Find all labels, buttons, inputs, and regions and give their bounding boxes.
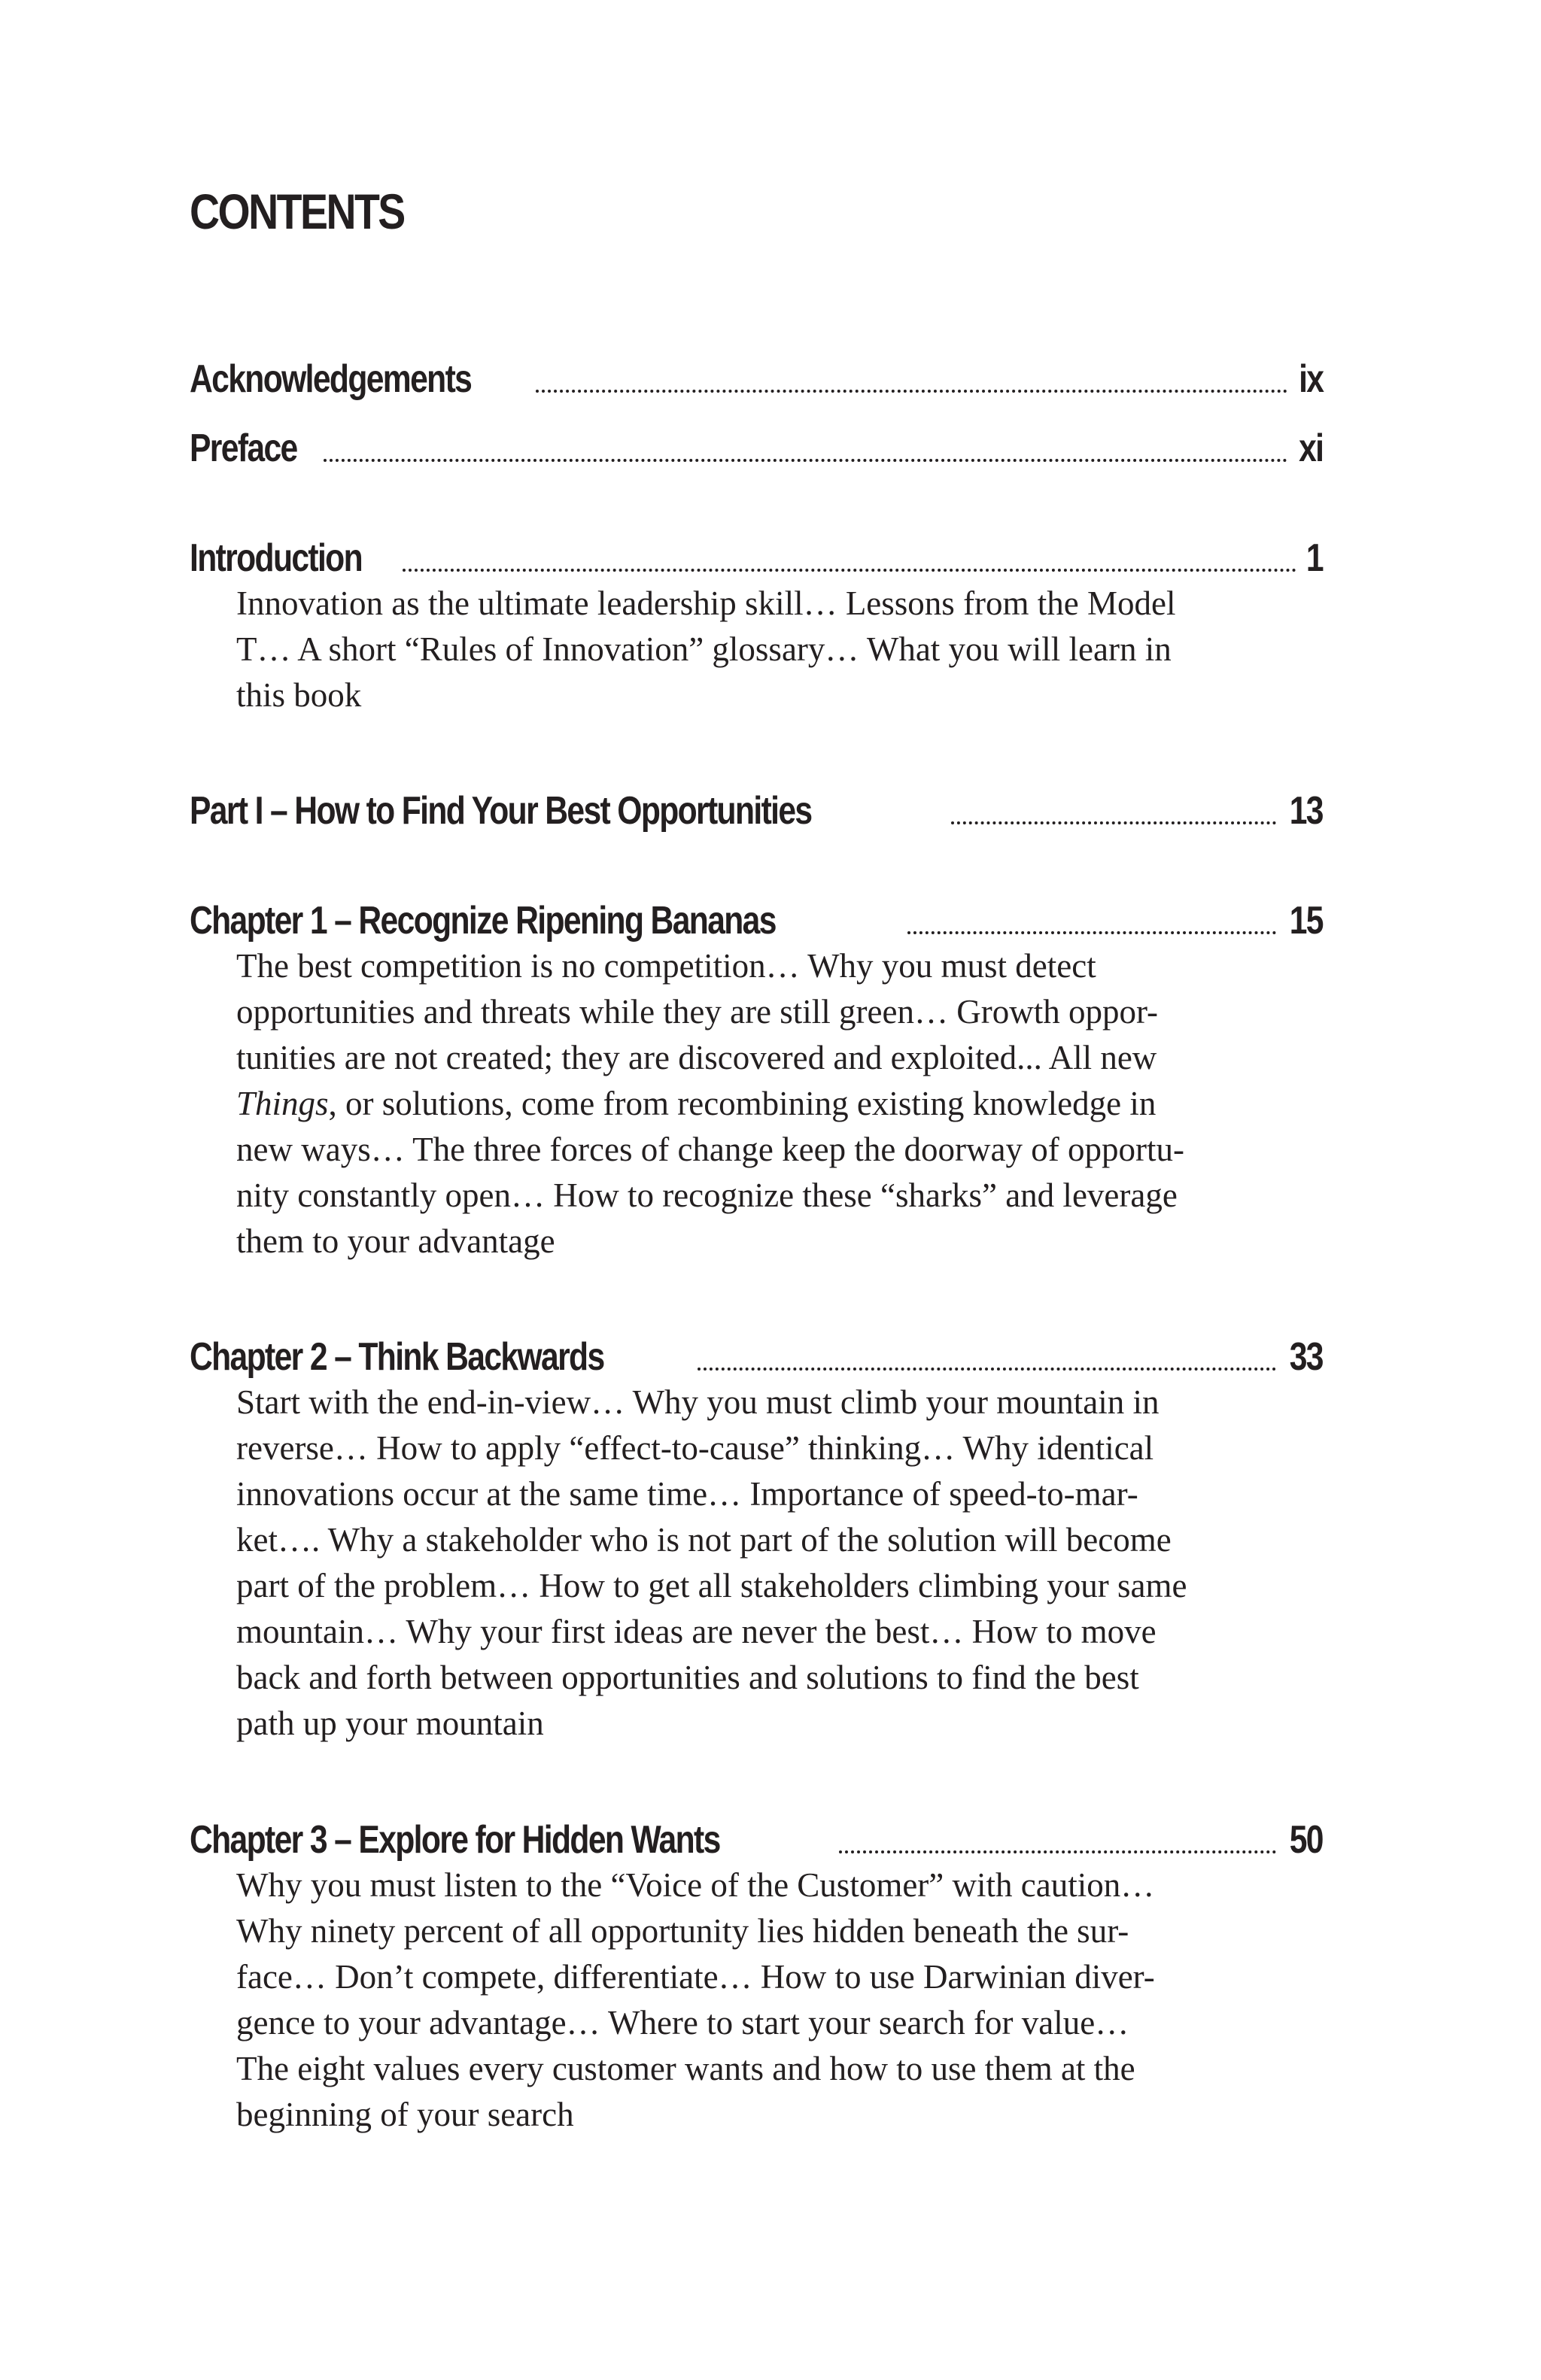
toc-summary <box>190 1862 1305 2138</box>
summary-line: The best competition is no competition… Why you must detect <box>236 947 1096 985</box>
dot-leader <box>536 390 1287 393</box>
summary-line: part of the problem… How to get all stakeholders climbing your same <box>236 1567 1187 1604</box>
summary-line: path up your mountain <box>236 1705 544 1742</box>
dot-leader <box>698 1368 1276 1371</box>
summary-line: ket…. Why a stakeholder who is not part of the solution will become <box>236 1521 1172 1559</box>
summary-line: Why ninety percent of all opportunity lies hidden beneath the sur- <box>236 1912 1129 1950</box>
toc-heading[interactable] <box>190 426 1323 471</box>
toc-page-number: 13 <box>1289 789 1323 833</box>
toc-heading[interactable] <box>190 1817 1323 1862</box>
toc-page-number: xi <box>1298 427 1323 470</box>
italic-word: Things <box>236 1085 329 1122</box>
dot-leader <box>324 459 1287 462</box>
summary-line: back and forth between opportunities and solutions to find the best <box>236 1659 1139 1696</box>
toc-heading-label: Chapter 3 – Explore for Hidden Wants <box>190 1818 720 1862</box>
toc-entry-chapter-3[interactable] <box>190 1817 1323 2138</box>
summary-line: this book <box>236 676 362 714</box>
toc-entry-acknowledgements[interactable] <box>190 357 1323 402</box>
summary-line: opportunities and threats while they are still green… Growth oppor- <box>236 993 1159 1031</box>
summary-line-rest: , or solutions, come from recombining existing knowledge in <box>328 1085 1157 1122</box>
toc-entry-part-1[interactable] <box>190 788 1323 833</box>
toc-heading[interactable] <box>190 536 1323 581</box>
toc-page-number: 33 <box>1289 1335 1323 1379</box>
summary-line: tunities are not created; they are discovered and exploited... All new <box>236 1039 1157 1076</box>
toc-heading-label: Introduction <box>190 536 362 580</box>
summary-line: nity constantly open… How to recognize these “sharks” and leverage <box>236 1176 1178 1214</box>
toc-heading[interactable] <box>190 1334 1323 1380</box>
toc-page-number: ix <box>1298 357 1323 401</box>
toc-entry-preface[interactable] <box>190 426 1323 471</box>
summary-line: beginning of your search <box>236 2096 574 2133</box>
summary-line: T… A short “Rules of Innovation” glossary… What you will learn in <box>236 630 1172 668</box>
summary-line: reverse… How to apply “effect-to-cause” thinking… Why identical <box>236 1429 1154 1467</box>
toc-heading-label: Chapter 2 – Think Backwards <box>190 1335 604 1379</box>
toc-entry-chapter-2[interactable] <box>190 1334 1323 1747</box>
summary-line: mountain… Why your first ideas are never the best… How to move <box>236 1613 1157 1650</box>
toc-heading-label: Chapter 1 – Recognize Ripening Bananas <box>190 899 776 943</box>
summary-line: face… Don’t compete, differentiate… How to use Darwinian diver- <box>236 1958 1155 1996</box>
summary-line: Start with the end-in-view… Why you must climb your mountain in <box>236 1383 1160 1421</box>
page-title: CONTENTS <box>190 184 404 239</box>
summary-line: Why you must listen to the “Voice of the Customer” with caution… <box>236 1866 1155 1904</box>
toc-heading[interactable] <box>190 788 1323 833</box>
summary-line: innovations occur at the same time… Importance of speed-to-mar- <box>236 1475 1138 1513</box>
summary-line: them to your advantage <box>236 1222 555 1260</box>
toc-summary <box>190 581 1305 718</box>
toc-summary <box>190 1380 1305 1747</box>
toc-heading-label: Acknowledgements <box>190 357 472 401</box>
summary-line-italic-start <box>236 1081 1305 1127</box>
summary-line: Innovation as the ultimate leadership skill… Lessons from the Model <box>236 584 1176 622</box>
toc-heading-label: Preface <box>190 427 297 470</box>
toc-heading-label: Part I – How to Find Your Best Opportunities <box>190 789 812 833</box>
dot-leader <box>951 821 1276 824</box>
toc-heading[interactable] <box>190 898 1323 943</box>
toc-page-number: 15 <box>1289 899 1323 943</box>
dot-leader <box>839 1850 1276 1853</box>
dot-leader <box>907 931 1276 934</box>
dot-leader <box>403 569 1296 572</box>
toc-summary <box>190 943 1305 1264</box>
toc-page-number: 50 <box>1289 1818 1323 1862</box>
summary-line: The eight values every customer wants and how to use them at the <box>236 2050 1135 2087</box>
toc-entry-introduction[interactable] <box>190 536 1323 718</box>
toc-entry-chapter-1[interactable] <box>190 898 1323 1264</box>
toc-page-number: 1 <box>1305 536 1323 580</box>
toc-heading[interactable] <box>190 357 1323 402</box>
summary-line: gence to your advantage… Where to start your search for value… <box>236 2004 1129 2042</box>
summary-line: new ways… The three forces of change keep the doorway of opportu- <box>236 1131 1184 1168</box>
